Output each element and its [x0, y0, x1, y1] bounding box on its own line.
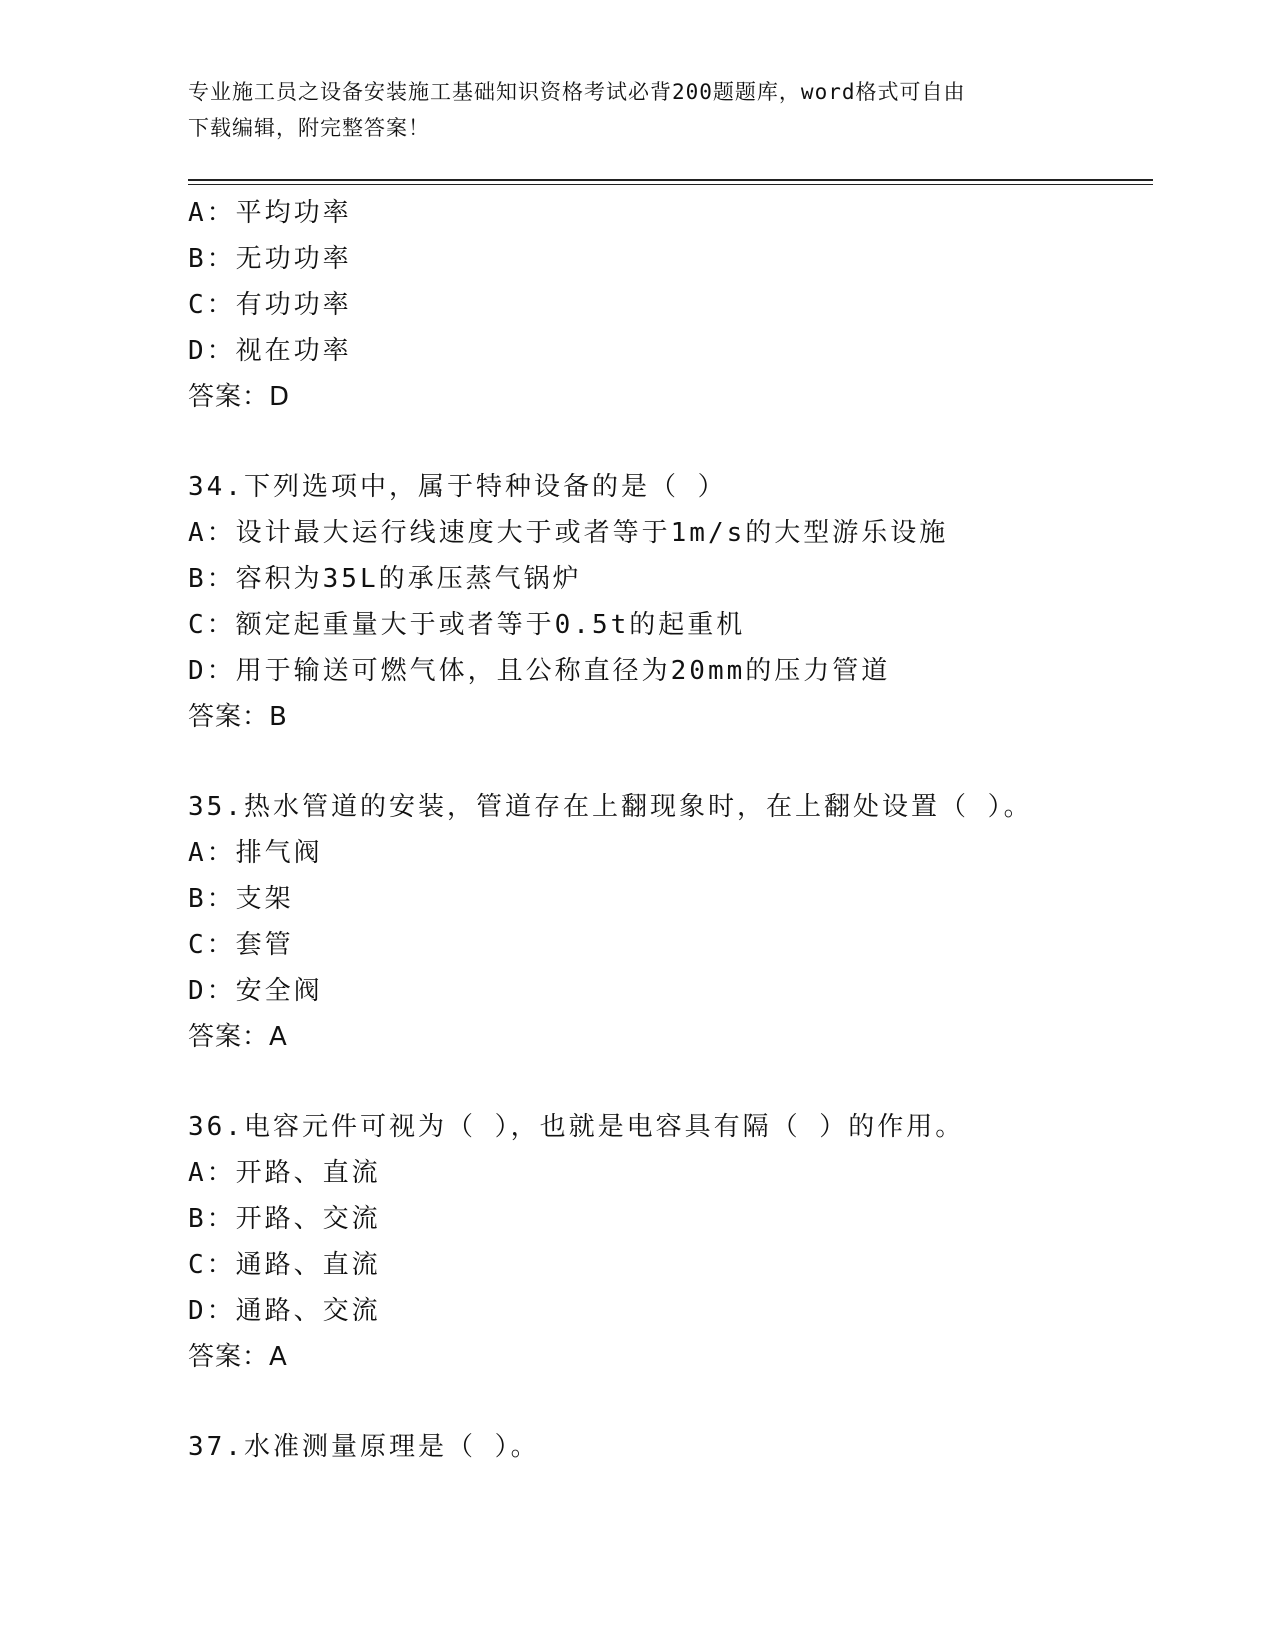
option-a: A：平均功率	[188, 198, 352, 228]
option-c: C：有功功率	[188, 290, 352, 320]
option-d: D：用于输送可燃气体，且公称直径为20mm的压力管道	[188, 656, 891, 686]
question-block-34	[188, 464, 1148, 740]
option-c: C：套管	[188, 930, 294, 960]
option-d: D：安全阀	[188, 976, 323, 1006]
question-stem: 35.热水管道的安装，管道存在上翻现象时，在上翻处设置（ ）。	[188, 792, 1033, 822]
answer-line: 答案：B	[188, 702, 288, 732]
option-b: B：支架	[188, 884, 294, 914]
option-b: B：容积为35L的承压蒸气锅炉	[188, 564, 582, 594]
answer-line: 答案：D	[188, 382, 291, 412]
answer-line: 答案：A	[188, 1022, 288, 1052]
option-c: C：通路、直流	[188, 1250, 381, 1280]
option-a: A：排气阀	[188, 838, 323, 868]
question-stem: 36.电容元件可视为（ ），也就是电容具有隔（ ）的作用。	[188, 1112, 965, 1142]
header-divider-thick	[188, 179, 1153, 181]
answer-line: 答案：A	[188, 1342, 288, 1372]
option-b: B：无功功率	[188, 244, 352, 274]
header-line-1: 专业施工员之设备安装施工基础知识资格考试必背200题题库，word格式可自由	[188, 80, 966, 104]
header-line-2: 下载编辑，附完整答案！	[188, 116, 430, 140]
option-d: D：通路、交流	[188, 1296, 381, 1326]
option-d: D：视在功率	[188, 336, 352, 366]
option-c: C：额定起重量大于或者等于0.5t的起重机	[188, 610, 746, 640]
question-stem: 34.下列选项中，属于特种设备的是（ ）	[188, 472, 727, 502]
question-block-33	[188, 190, 1148, 420]
question-stem: 37.水准测量原理是（ ）。	[188, 1432, 540, 1462]
question-block-35	[188, 784, 1148, 1060]
header-divider-thin	[188, 184, 1153, 185]
document-header	[188, 74, 1088, 146]
option-b: B：开路、交流	[188, 1204, 381, 1234]
question-block-37	[188, 1424, 1148, 1470]
question-list	[188, 190, 1148, 1470]
question-block-36	[188, 1104, 1148, 1380]
option-a: A：设计最大运行线速度大于或者等于1m/s的大型游乐设施	[188, 518, 949, 548]
option-a: A：开路、直流	[188, 1158, 381, 1188]
